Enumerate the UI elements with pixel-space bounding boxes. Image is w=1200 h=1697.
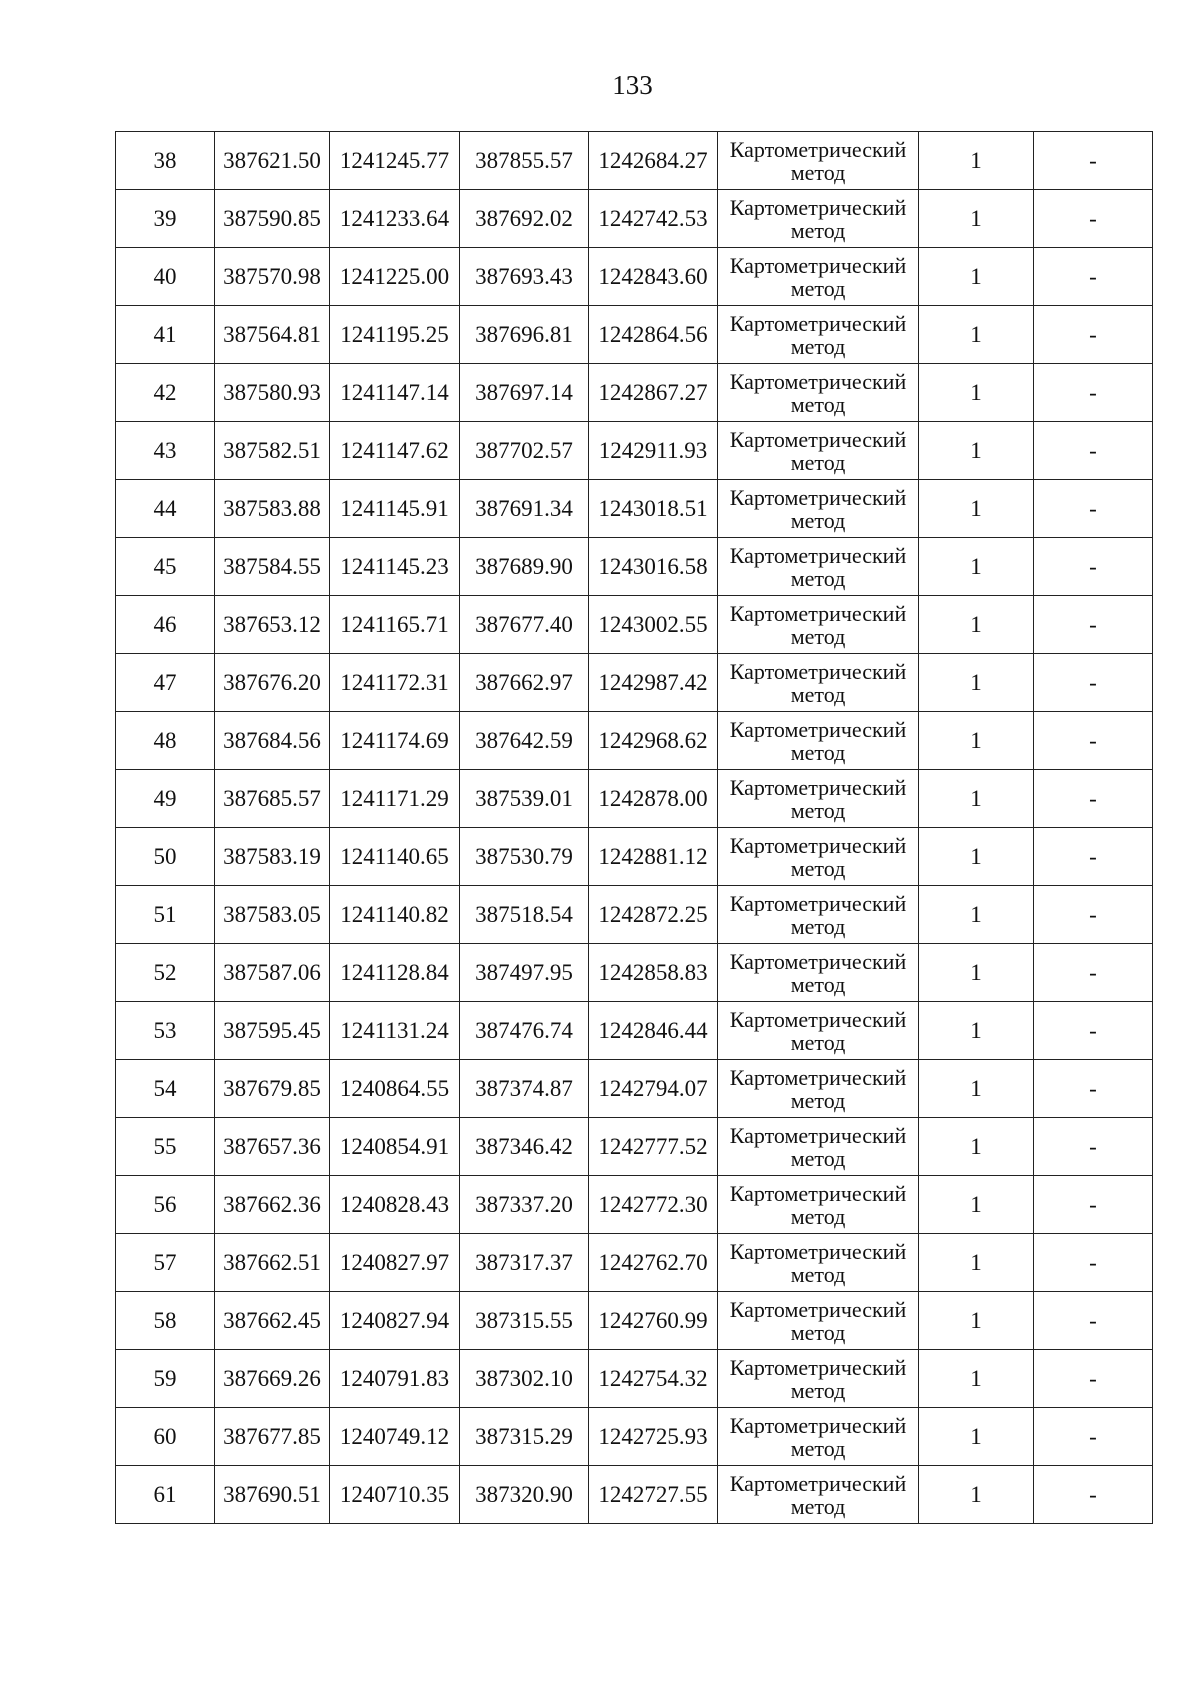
method-cell [718,1060,919,1118]
y2-cell: 1242772.30 [589,1176,718,1234]
table-row [116,248,1153,306]
x1-cell: 387583.19 [215,828,330,886]
x1-cell: 387676.20 [215,654,330,712]
point-number-cell: 39 [116,190,215,248]
method-cell [718,596,919,654]
method-cell [718,1466,919,1524]
x1-cell: 387677.85 [215,1408,330,1466]
method-cell [718,654,919,712]
method-cell [718,770,919,828]
method-text: метод [790,1319,846,1345]
accuracy-cell: 1 [919,1118,1034,1176]
table-row [116,654,1153,712]
accuracy-cell: 1 [919,886,1034,944]
method-text: метод [790,855,846,881]
method-text: метод [790,275,846,301]
table-row [116,1408,1153,1466]
method-text: метод [790,507,846,533]
method-text: метод [790,739,846,765]
note-cell: - [1034,190,1153,248]
method-cell [718,712,919,770]
note-cell: - [1034,1118,1153,1176]
y1-cell: 1241145.91 [330,480,460,538]
note-cell: - [1034,1466,1153,1524]
method-text: Картометрический [729,1180,907,1206]
method-text: Картометрический [729,832,907,858]
y2-cell: 1242878.00 [589,770,718,828]
x1-cell: 387580.93 [215,364,330,422]
coordinates-table [115,131,1153,1524]
x1-cell: 387662.45 [215,1292,330,1350]
method-cell [718,422,919,480]
note-cell: - [1034,944,1153,1002]
x2-cell: 387677.40 [460,596,589,654]
y1-cell: 1241140.82 [330,886,460,944]
note-cell: - [1034,770,1153,828]
method-text: Картометрический [729,194,907,220]
x2-cell: 387320.90 [460,1466,589,1524]
x1-cell: 387685.57 [215,770,330,828]
x2-cell: 387497.95 [460,944,589,1002]
table-row [116,1002,1153,1060]
method-text: метод [790,449,846,475]
point-number-cell: 55 [116,1118,215,1176]
method-text: метод [790,159,846,185]
y2-cell: 1242864.56 [589,306,718,364]
method-text: Картометрический [729,310,907,336]
y2-cell: 1243018.51 [589,480,718,538]
method-cell [718,306,919,364]
method-text: Картометрический [729,1006,907,1032]
method-text: метод [790,1145,846,1171]
method-text: Картометрический [729,774,907,800]
method-text: Картометрический [729,484,907,510]
x2-cell: 387518.54 [460,886,589,944]
note-cell: - [1034,1408,1153,1466]
method-text: Картометрический [729,1064,907,1090]
point-number-cell: 49 [116,770,215,828]
method-cell [718,480,919,538]
accuracy-cell: 1 [919,1408,1034,1466]
table-row [116,828,1153,886]
y2-cell: 1242872.25 [589,886,718,944]
accuracy-cell: 1 [919,770,1034,828]
method-cell [718,944,919,1002]
method-text: метод [790,1493,846,1519]
table-row [116,190,1153,248]
point-number-cell: 44 [116,480,215,538]
y1-cell: 1241145.23 [330,538,460,596]
accuracy-cell: 1 [919,190,1034,248]
point-number-cell: 50 [116,828,215,886]
x1-cell: 387564.81 [215,306,330,364]
method-text: метод [790,1261,846,1287]
y2-cell: 1242858.83 [589,944,718,1002]
accuracy-cell: 1 [919,596,1034,654]
accuracy-cell: 1 [919,132,1034,190]
point-number-cell: 61 [116,1466,215,1524]
accuracy-cell: 1 [919,480,1034,538]
method-text: Картометрический [729,600,907,626]
method-text: Картометрический [729,426,907,452]
method-cell [718,1176,919,1234]
method-text: метод [790,913,846,939]
x1-cell: 387657.36 [215,1118,330,1176]
table-row [116,1060,1153,1118]
table-row [116,480,1153,538]
method-text: Картометрический [729,368,907,394]
accuracy-cell: 1 [919,248,1034,306]
x2-cell: 387302.10 [460,1350,589,1408]
method-text: метод [790,217,846,243]
table-row [116,944,1153,1002]
y1-cell: 1241131.24 [330,1002,460,1060]
y2-cell: 1242867.27 [589,364,718,422]
accuracy-cell: 1 [919,828,1034,886]
x1-cell: 387590.85 [215,190,330,248]
method-cell [718,828,919,886]
method-text: Картометрический [729,1122,907,1148]
table-row [116,1292,1153,1350]
y2-cell: 1242725.93 [589,1408,718,1466]
accuracy-cell: 1 [919,1002,1034,1060]
x1-cell: 387684.56 [215,712,330,770]
note-cell: - [1034,1292,1153,1350]
note-cell: - [1034,132,1153,190]
accuracy-cell: 1 [919,1350,1034,1408]
accuracy-cell: 1 [919,1292,1034,1350]
x1-cell: 387690.51 [215,1466,330,1524]
method-text: метод [790,681,846,707]
note-cell: - [1034,480,1153,538]
method-text: Картометрический [729,658,907,684]
note-cell: - [1034,1060,1153,1118]
y2-cell: 1242754.32 [589,1350,718,1408]
method-text: Картометрический [729,890,907,916]
y2-cell: 1242881.12 [589,828,718,886]
note-cell: - [1034,422,1153,480]
method-cell [718,1002,919,1060]
x1-cell: 387587.06 [215,944,330,1002]
y2-cell: 1242760.99 [589,1292,718,1350]
x2-cell: 387476.74 [460,1002,589,1060]
method-text: Картометрический [729,1296,907,1322]
point-number-cell: 60 [116,1408,215,1466]
accuracy-cell: 1 [919,538,1034,596]
y1-cell: 1241245.77 [330,132,460,190]
point-number-cell: 42 [116,364,215,422]
table-row [116,538,1153,596]
table-row [116,1466,1153,1524]
x2-cell: 387315.29 [460,1408,589,1466]
note-cell: - [1034,306,1153,364]
method-cell [718,364,919,422]
method-text: метод [790,1435,846,1461]
point-number-cell: 58 [116,1292,215,1350]
y1-cell: 1240749.12 [330,1408,460,1466]
table-body [116,132,1153,1524]
y1-cell: 1241128.84 [330,944,460,1002]
method-text: метод [790,797,846,823]
method-text: Картометрический [729,948,907,974]
method-text: Картометрический [729,542,907,568]
y1-cell: 1241233.64 [330,190,460,248]
method-text: Картометрический [729,1238,907,1264]
method-cell [718,538,919,596]
y2-cell: 1242794.07 [589,1060,718,1118]
table-row [116,596,1153,654]
x2-cell: 387697.14 [460,364,589,422]
x2-cell: 387692.02 [460,190,589,248]
table-row [116,422,1153,480]
accuracy-cell: 1 [919,944,1034,1002]
y1-cell: 1241165.71 [330,596,460,654]
point-number-cell: 45 [116,538,215,596]
method-text: Картометрический [729,252,907,278]
point-number-cell: 40 [116,248,215,306]
method-text: метод [790,565,846,591]
y1-cell: 1241172.31 [330,654,460,712]
point-number-cell: 46 [116,596,215,654]
accuracy-cell: 1 [919,712,1034,770]
x2-cell: 387317.37 [460,1234,589,1292]
y1-cell: 1241174.69 [330,712,460,770]
y1-cell: 1241195.25 [330,306,460,364]
table-row [116,712,1153,770]
method-text: метод [790,391,846,417]
x2-cell: 387337.20 [460,1176,589,1234]
point-number-cell: 53 [116,1002,215,1060]
table-row [116,364,1153,422]
method-text: метод [790,1029,846,1055]
method-text: Картометрический [729,1470,907,1496]
y1-cell: 1240710.35 [330,1466,460,1524]
note-cell: - [1034,1002,1153,1060]
note-cell: - [1034,1234,1153,1292]
x1-cell: 387662.51 [215,1234,330,1292]
y2-cell: 1242843.60 [589,248,718,306]
point-number-cell: 41 [116,306,215,364]
method-text: метод [790,623,846,649]
x2-cell: 387691.34 [460,480,589,538]
point-number-cell: 47 [116,654,215,712]
x2-cell: 387346.42 [460,1118,589,1176]
method-text: Картометрический [729,716,907,742]
note-cell: - [1034,1350,1153,1408]
table-row [116,1350,1153,1408]
method-cell [718,1350,919,1408]
accuracy-cell: 1 [919,1060,1034,1118]
accuracy-cell: 1 [919,306,1034,364]
x1-cell: 387583.88 [215,480,330,538]
x2-cell: 387689.90 [460,538,589,596]
method-text: Картометрический [729,136,907,162]
point-number-cell: 59 [116,1350,215,1408]
x1-cell: 387621.50 [215,132,330,190]
table-row [116,770,1153,828]
method-text: метод [790,333,846,359]
table-row [116,1118,1153,1176]
point-number-cell: 43 [116,422,215,480]
method-text: Картометрический [729,1354,907,1380]
x1-cell: 387582.51 [215,422,330,480]
method-text: метод [790,1377,846,1403]
page-number: 133 [612,70,653,100]
x2-cell: 387662.97 [460,654,589,712]
y2-cell: 1242987.42 [589,654,718,712]
table-row [116,1234,1153,1292]
y1-cell: 1240827.97 [330,1234,460,1292]
y2-cell: 1242762.70 [589,1234,718,1292]
y2-cell: 1242968.62 [589,712,718,770]
x1-cell: 387570.98 [215,248,330,306]
y2-cell: 1242742.53 [589,190,718,248]
x2-cell: 387530.79 [460,828,589,886]
point-number-cell: 56 [116,1176,215,1234]
note-cell: - [1034,248,1153,306]
y1-cell: 1241171.29 [330,770,460,828]
note-cell: - [1034,538,1153,596]
method-text: Картометрический [729,1412,907,1438]
x2-cell: 387696.81 [460,306,589,364]
point-number-cell: 54 [116,1060,215,1118]
x1-cell: 387583.05 [215,886,330,944]
x2-cell: 387642.59 [460,712,589,770]
y2-cell: 1242684.27 [589,132,718,190]
y2-cell: 1242777.52 [589,1118,718,1176]
y1-cell: 1241140.65 [330,828,460,886]
y1-cell: 1240864.55 [330,1060,460,1118]
y1-cell: 1240854.91 [330,1118,460,1176]
method-text: метод [790,1087,846,1113]
y1-cell: 1240791.83 [330,1350,460,1408]
x2-cell: 387315.55 [460,1292,589,1350]
method-cell [718,132,919,190]
accuracy-cell: 1 [919,422,1034,480]
y1-cell: 1240828.43 [330,1176,460,1234]
method-cell [718,1234,919,1292]
method-text: метод [790,971,846,997]
table-row [116,886,1153,944]
point-number-cell: 48 [116,712,215,770]
note-cell: - [1034,886,1153,944]
accuracy-cell: 1 [919,1466,1034,1524]
accuracy-cell: 1 [919,1176,1034,1234]
point-number-cell: 38 [116,132,215,190]
x2-cell: 387539.01 [460,770,589,828]
x1-cell: 387584.55 [215,538,330,596]
x1-cell: 387653.12 [215,596,330,654]
x2-cell: 387693.43 [460,248,589,306]
x1-cell: 387595.45 [215,1002,330,1060]
x2-cell: 387374.87 [460,1060,589,1118]
table-row [116,306,1153,364]
method-cell [718,1292,919,1350]
note-cell: - [1034,828,1153,886]
y1-cell: 1241147.14 [330,364,460,422]
point-number-cell: 57 [116,1234,215,1292]
table-row [116,1176,1153,1234]
note-cell: - [1034,1176,1153,1234]
note-cell: - [1034,364,1153,422]
note-cell: - [1034,596,1153,654]
y2-cell: 1242727.55 [589,1466,718,1524]
x2-cell: 387702.57 [460,422,589,480]
method-cell [718,248,919,306]
note-cell: - [1034,654,1153,712]
note-cell: - [1034,712,1153,770]
method-cell [718,1408,919,1466]
y2-cell: 1242911.93 [589,422,718,480]
x1-cell: 387662.36 [215,1176,330,1234]
y2-cell: 1242846.44 [589,1002,718,1060]
method-text: метод [790,1203,846,1229]
point-number-cell: 52 [116,944,215,1002]
accuracy-cell: 1 [919,1234,1034,1292]
y1-cell: 1241225.00 [330,248,460,306]
method-cell [718,1118,919,1176]
method-cell [718,190,919,248]
x2-cell: 387855.57 [460,132,589,190]
y1-cell: 1240827.94 [330,1292,460,1350]
method-cell [718,886,919,944]
x1-cell: 387669.26 [215,1350,330,1408]
y1-cell: 1241147.62 [330,422,460,480]
accuracy-cell: 1 [919,654,1034,712]
table-row [116,132,1153,190]
x1-cell: 387679.85 [215,1060,330,1118]
point-number-cell: 51 [116,886,215,944]
y2-cell: 1243016.58 [589,538,718,596]
y2-cell: 1243002.55 [589,596,718,654]
accuracy-cell: 1 [919,364,1034,422]
